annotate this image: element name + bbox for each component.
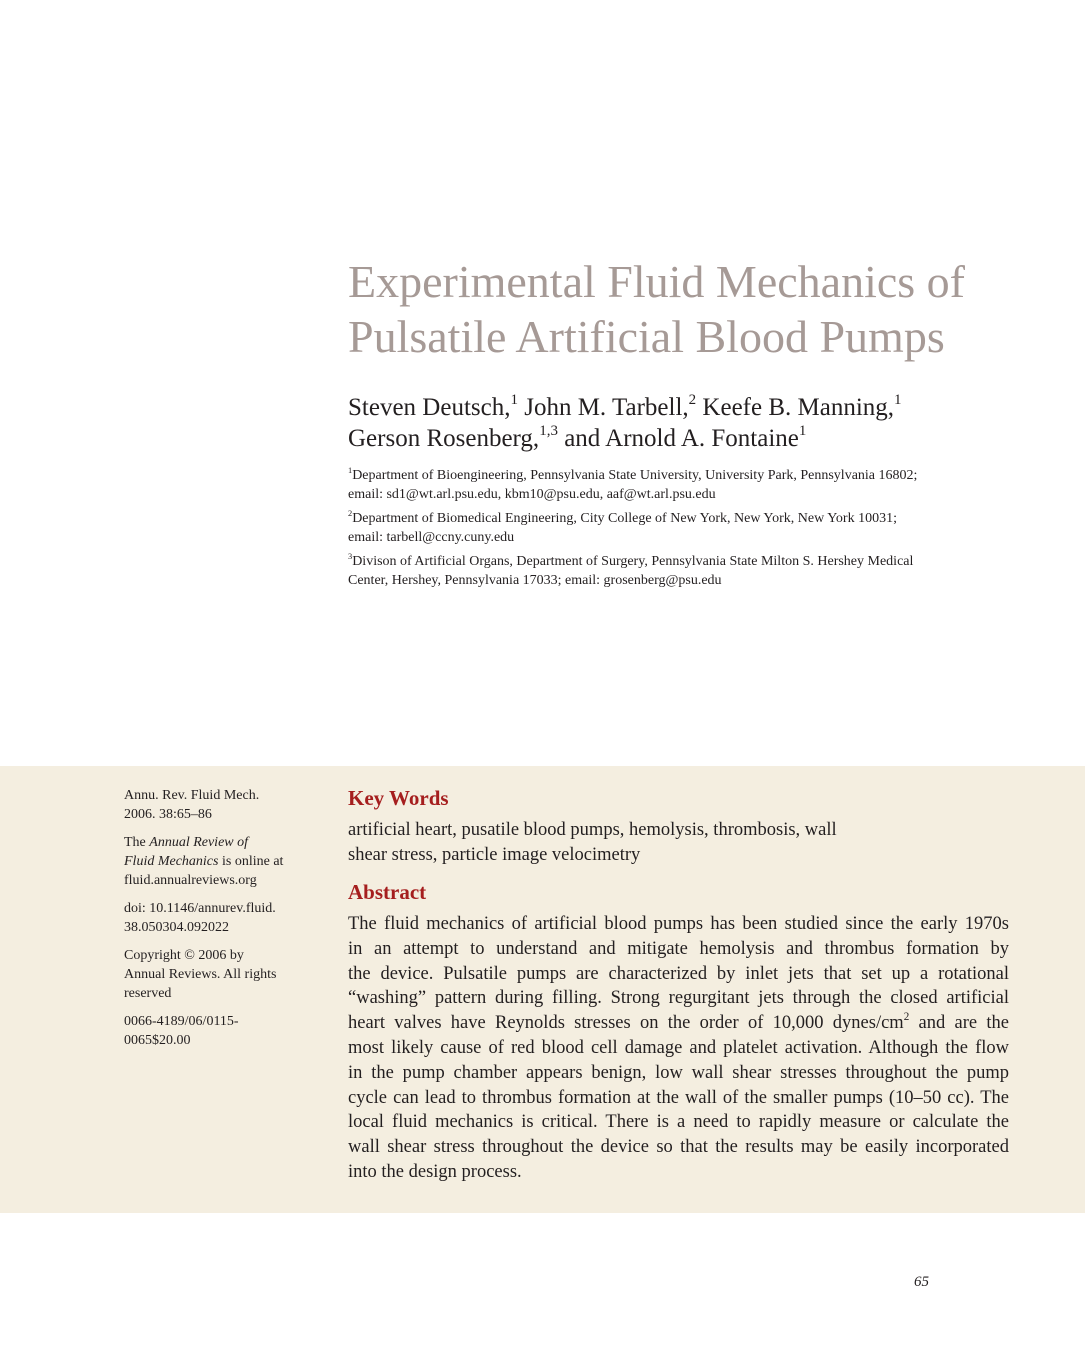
keywords-heading: Key Words	[348, 786, 449, 810]
author-affil-sup: 1	[894, 392, 902, 409]
code-line: 0066-4189/06/0115-	[124, 1014, 239, 1029]
affiliation-sup: 3	[348, 551, 353, 561]
affiliation-3	[348, 553, 988, 590]
author-list	[348, 392, 1048, 454]
author-affil-sup: 1	[510, 392, 518, 409]
abstract-line: The fluid mechanics of artificial blood pumps has been studied since the early 1970s	[348, 914, 1009, 934]
abstract-line: in the pump chamber appears benign, low wall shear stresses throughout the pump	[348, 1062, 1009, 1083]
abstract-line: wall shear stress throughout the device so that the results may be easily incorporated	[348, 1137, 1009, 1158]
abstract-section	[348, 784, 1009, 1185]
author-name: John M. Tarbell,	[524, 394, 689, 421]
copyright-info	[124, 946, 304, 1003]
author-line-2	[348, 423, 1048, 454]
author-name: and Arnold A. Fontaine	[564, 425, 799, 452]
author-line-1	[348, 392, 1048, 423]
keywords-line: artificial heart, pusatile blood pumps, hemolysis, thrombosis, wall	[348, 820, 837, 840]
article-title	[348, 254, 1048, 364]
abstract-line: most likely cause of red blood cell damage and platelet activation. Although the flow	[348, 1037, 1009, 1058]
abstract-line: in an attempt to understand and mitigate hemolysis and thrombus formation by	[348, 938, 1009, 959]
code-line: 0065$20.00	[124, 1033, 191, 1048]
unit-superscript: 2	[903, 1010, 910, 1023]
author-affil-sup: 1,3	[539, 423, 558, 440]
author-name: Steven Deutsch,	[348, 394, 511, 421]
abstract-text	[348, 912, 1009, 1185]
keywords-line: shear stress, particle image velocimetry	[348, 845, 641, 865]
article-code	[124, 1012, 304, 1050]
citation-line: Annu. Rev. Fluid Mech.	[124, 788, 260, 803]
online-suffix: is online at	[218, 854, 284, 869]
abstract-line: into the design process.	[348, 1161, 522, 1182]
abstract-line: the device. Pulsatile pumps are characterized by inlet jets that set up a rotational	[348, 963, 1009, 984]
abstract-line-tail: and are the	[909, 1013, 1009, 1034]
affiliation-2	[348, 510, 988, 547]
affiliation-sup: 2	[348, 508, 353, 518]
page-number: 65	[914, 1274, 929, 1290]
copyright-line: reserved	[124, 986, 172, 1001]
author-name: Keefe B. Manning,	[702, 394, 895, 421]
abstract-line	[348, 1011, 1009, 1036]
citation-info	[124, 786, 304, 824]
abstract-line: local fluid mechanics is critical. There is a need to rapidly measure or calculate the	[348, 1112, 1009, 1133]
copyright-line: Copyright © 2006 by	[124, 948, 244, 963]
affiliation-text: Department of Bioengineering, Pennsylvania State University, University Park, Pennsylvania 16802;	[352, 468, 918, 483]
affiliation-email: Center, Hershey, Pennsylvania 17033; email: grosenberg@psu.edu	[348, 572, 722, 588]
online-info	[124, 833, 304, 890]
author-affil-sup: 1	[798, 423, 807, 440]
abstract-line: cycle can lead to thrombus formation at the wall of the smaller pumps (10–50 cc). The	[348, 1087, 1009, 1108]
abstract-heading: Abstract	[348, 880, 427, 904]
doi-info	[124, 899, 304, 937]
abstract-line: “washing” pattern during filling. Strong regurgitant jets through the closed artificial	[348, 988, 1009, 1009]
affiliation-text: Department of Biomedical Engineering, City College of New York, New York, New York 10031;	[352, 511, 897, 526]
affiliations	[348, 467, 988, 596]
doi-line: 38.050304.092022	[124, 920, 229, 935]
affiliation-sup: 1	[348, 465, 353, 475]
publication-sidebar	[124, 786, 304, 1059]
journal-url-link[interactable]: fluid.annualreviews.org	[124, 873, 257, 888]
copyright-line: Annual Reviews. All rights	[124, 967, 277, 982]
title-line-1: Experimental Fluid Mechanics of	[348, 256, 966, 307]
abstract-line-text: heart valves have Reynolds stresses on the order of 10,000 dynes/cm	[348, 1013, 904, 1034]
affiliation-text: Divison of Artificial Organs, Department of Surgery, Pennsylvania State Milton S. Hershey Medical	[352, 554, 914, 569]
doi-line: doi: 10.1146/annurev.fluid.	[124, 901, 276, 916]
affiliation-1	[348, 467, 988, 504]
keywords-list	[348, 818, 1009, 868]
affiliation-email: email: sd1@wt.arl.psu.edu, kbm10@psu.edu, aaf@wt.arl.psu.edu	[348, 486, 716, 502]
author-affil-sup: 2	[688, 392, 697, 409]
journal-name: Annual Review of	[149, 835, 249, 850]
affiliation-email: email: tarbell@ccny.cuny.edu	[348, 529, 515, 545]
author-name: Gerson Rosenberg,	[348, 425, 540, 452]
citation-line: 2006. 38:65–86	[124, 807, 212, 822]
title-line-2: Pulsatile Artificial Blood Pumps	[348, 311, 945, 362]
online-prefix: The	[124, 835, 150, 850]
journal-name: Fluid Mechanics	[124, 854, 219, 869]
